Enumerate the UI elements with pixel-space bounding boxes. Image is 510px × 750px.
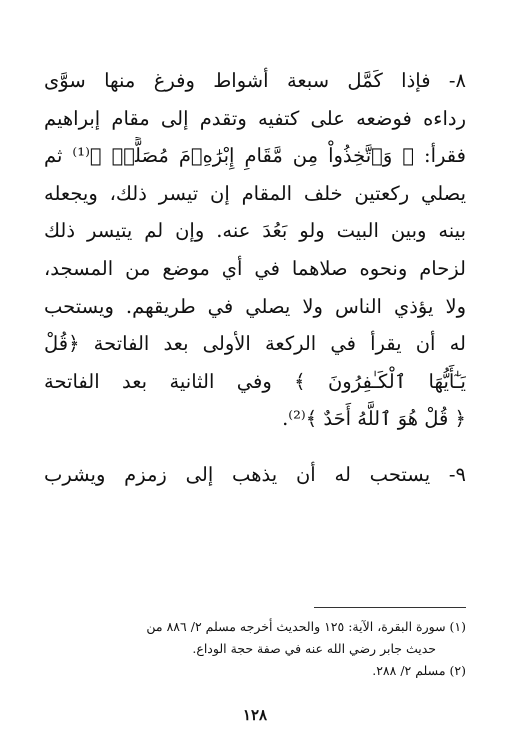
- footnote-1: (١) سورة البقرة، الآية: ١٢٥ والحديث أخرجه مسلم ٢/ ٨٨٦ من: [146, 619, 466, 634]
- text-line: ٨- فإذا كَمَّل سبعة أشواط وفرغ منها سوَّى: [44, 69, 466, 92]
- text-line: له أن يقرأ في الركعة الأولى بعد الفاتحة ﴿قُلْ: [44, 332, 466, 356]
- footnote-divider: [314, 607, 466, 608]
- next-paragraph-line: ٩- يستحب له أن يذهب إلى زمزم ويشرب: [44, 462, 466, 486]
- text-line: يصلي ركعتين خلف المقام إن تيسر ذلك، ويجعله: [44, 181, 466, 205]
- text-line: فقرأ: ﴿ وَٱتَّخِذُواْ مِن مَّقَامِ إِبْرَٰهِۦمَ مُصَلًّىۖ ﴾⁽¹⁾ ثم: [44, 144, 466, 168]
- text-line: يَـٰٓأَيُّهَا ٱلْكَـٰفِرُونَ ﴾ وفي الثانية بعد الفاتحة: [44, 369, 466, 393]
- text-line: لزحام ونحوه صلاهما في أي موضع من المسجد،: [44, 256, 466, 280]
- paragraph-gap: [44, 438, 466, 456]
- page-number: ١٢٨: [242, 706, 268, 724]
- text-line: ولا يؤذي الناس ولا يصلي في طريقهم. ويستحب: [44, 294, 466, 318]
- footnote-1-continuation: حديث جابر رضي الله عنه في صفة حجة الوداع.: [192, 641, 436, 656]
- footnote-2: (٢) مسلم ٢/ ٢٨٨.: [372, 663, 466, 678]
- text-line: رداءه فوضعه على كتفيه وتقدم إلى مقام إبراهيم: [44, 106, 466, 130]
- main-text-block: [44, 62, 466, 494]
- text-line: ﴿ قُلْ هُوَ ٱللَّهُ أَحَدٌ ﴾⁽²⁾.: [282, 407, 466, 431]
- text-line: بينه وبين البيت ولو بَعُدَ عنه. وإن لم يتيسر ذلك: [44, 219, 466, 243]
- footnotes-block: [44, 616, 466, 682]
